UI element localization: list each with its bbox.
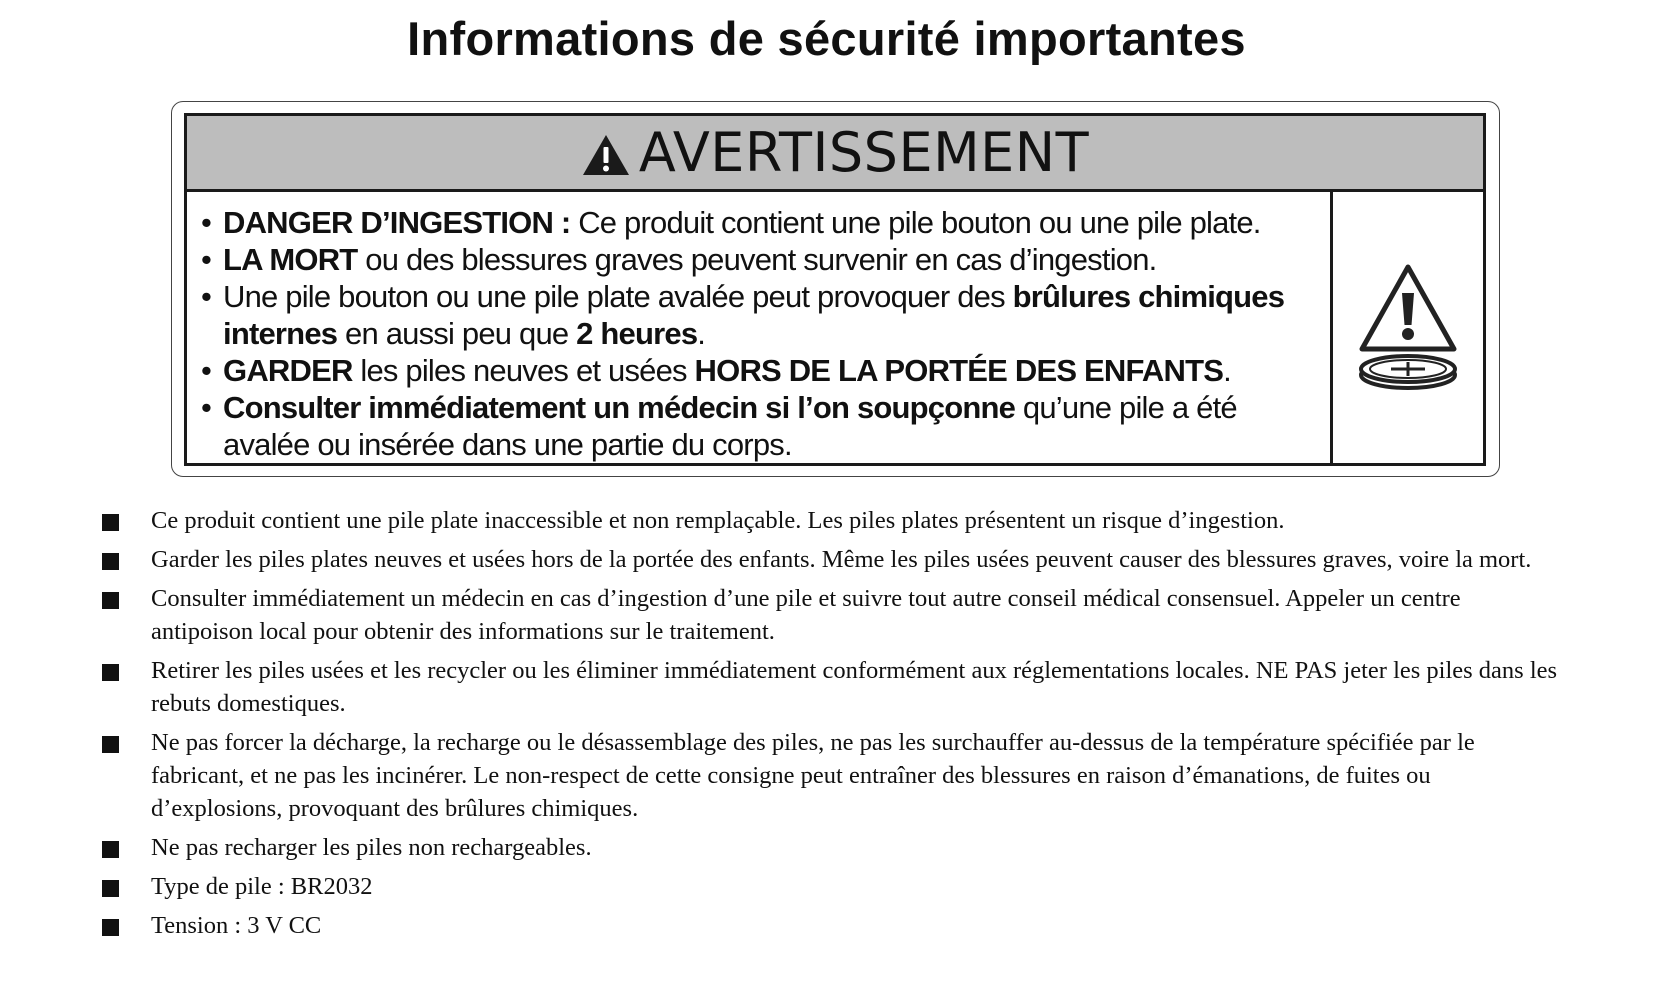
square-bullet-icon	[102, 736, 119, 753]
warning-item-bold: GARDER	[223, 353, 353, 388]
warning-item-bold: LA MORT	[223, 242, 358, 277]
warning-item-text: .	[697, 316, 706, 351]
warning-item	[201, 278, 1330, 352]
note-text: Retirer les piles usées et les recycler ou les éliminer immédiatement conformément aux réglementations locales. NE PAS jeter les piles dans les rebuts domestiques.	[151, 657, 1558, 717]
warning-item-content	[223, 389, 1330, 463]
warning-label	[184, 113, 1486, 466]
warning-item-text: .	[1223, 353, 1231, 388]
note-text: Ne pas forcer la décharge, la recharge ou le désassemblage des piles, ne pas les surchauffer au-dessus de la température spécifiée par le fabricant, et ne pas les incinérer. Le non-respect de cette consigne peut entraîner des blessures en raison d’émanations, de fuites ou d’explosions, provoquant des brûlures chimiques.	[151, 729, 1475, 822]
warning-item-content	[223, 241, 1330, 278]
list-item	[100, 654, 1560, 720]
warning-item-text: Une pile bouton ou une pile plate avalée peut provoquer des	[223, 279, 1013, 314]
warning-item-bullet: •	[201, 205, 212, 240]
warning-item-bullet: •	[201, 390, 212, 425]
list-item	[100, 582, 1560, 648]
square-bullet-icon	[102, 880, 119, 897]
note-text: Garder les piles plates neuves et usées hors de la portée des enfants. Même les piles usées peuvent causer des blessures graves, voire la mort.	[151, 546, 1532, 573]
warning-item-bullet: •	[201, 353, 212, 388]
warning-item-content	[223, 204, 1330, 241]
note-text: Type de pile : BR2032	[151, 873, 373, 900]
warning-item-text: les piles neuves et usées	[352, 353, 695, 388]
warning-item-text: qu’une pile a été avalée ou insérée dans une partie du corps.	[223, 390, 1237, 462]
square-bullet-icon	[102, 514, 119, 531]
warning-header	[187, 116, 1483, 192]
warning-item-text: ou des blessures graves peuvent survenir en cas d’ingestion.	[357, 242, 1157, 277]
warning-item-bullet: •	[201, 279, 212, 314]
warning-item	[201, 389, 1330, 463]
warning-item-bold: DANGER D’INGESTION :	[223, 205, 571, 240]
square-bullet-icon	[102, 841, 119, 858]
warning-item-bold: Consulter immédiatement un médecin si l’on soupçonne	[223, 390, 1016, 425]
square-bullet-icon	[102, 664, 119, 681]
note-text: Consulter immédiatement un médecin en cas d’ingestion d’une pile et suivre tout autre conseil médical consensuel. Appeler un centre antipoison local pour obtenir des informations sur le traitement.	[151, 585, 1461, 645]
square-bullet-icon	[102, 592, 119, 609]
note-text: Tension : 3 V CC	[151, 912, 322, 939]
square-bullet-icon	[102, 553, 119, 570]
note-text: Ne pas recharger les piles non rechargeables.	[151, 834, 592, 861]
warning-heading: AVERTISSEMENT	[638, 120, 1090, 184]
list-item	[100, 870, 1560, 903]
warning-text-list	[187, 192, 1333, 463]
warning-triangle-icon	[581, 133, 631, 177]
list-item	[100, 543, 1560, 576]
warning-item-text: Ce produit contient une pile bouton ou une pile plate.	[570, 205, 1261, 240]
list-item	[100, 831, 1560, 864]
note-text: Ce produit contient une pile plate inaccessible et non remplaçable. Les piles plates présentent un risque d’ingestion.	[151, 507, 1285, 534]
warning-item-bold: 2 heures	[576, 316, 698, 351]
warning-item-bold: brûlures chimiques internes	[223, 279, 1285, 351]
warning-icon-cell	[1333, 192, 1483, 463]
warning-item-bullet: •	[201, 242, 212, 277]
page-title: Informations de sécurité importantes	[407, 12, 1246, 65]
safety-notes-list	[100, 504, 1560, 948]
list-item	[100, 504, 1560, 537]
warning-item	[201, 204, 1330, 241]
list-item	[100, 726, 1560, 825]
list-item	[100, 909, 1560, 942]
battery-ingestion-warning-icon	[1358, 263, 1458, 393]
warning-body	[187, 192, 1483, 463]
warning-item-content	[223, 278, 1330, 352]
square-bullet-icon	[102, 919, 119, 936]
warning-item	[201, 352, 1330, 389]
warning-item	[201, 241, 1330, 278]
warning-item-text: en aussi peu que	[337, 316, 577, 351]
warning-item-content	[223, 352, 1330, 389]
warning-item-bold: HORS DE LA PORTÉE DES ENFANTS	[694, 353, 1224, 388]
